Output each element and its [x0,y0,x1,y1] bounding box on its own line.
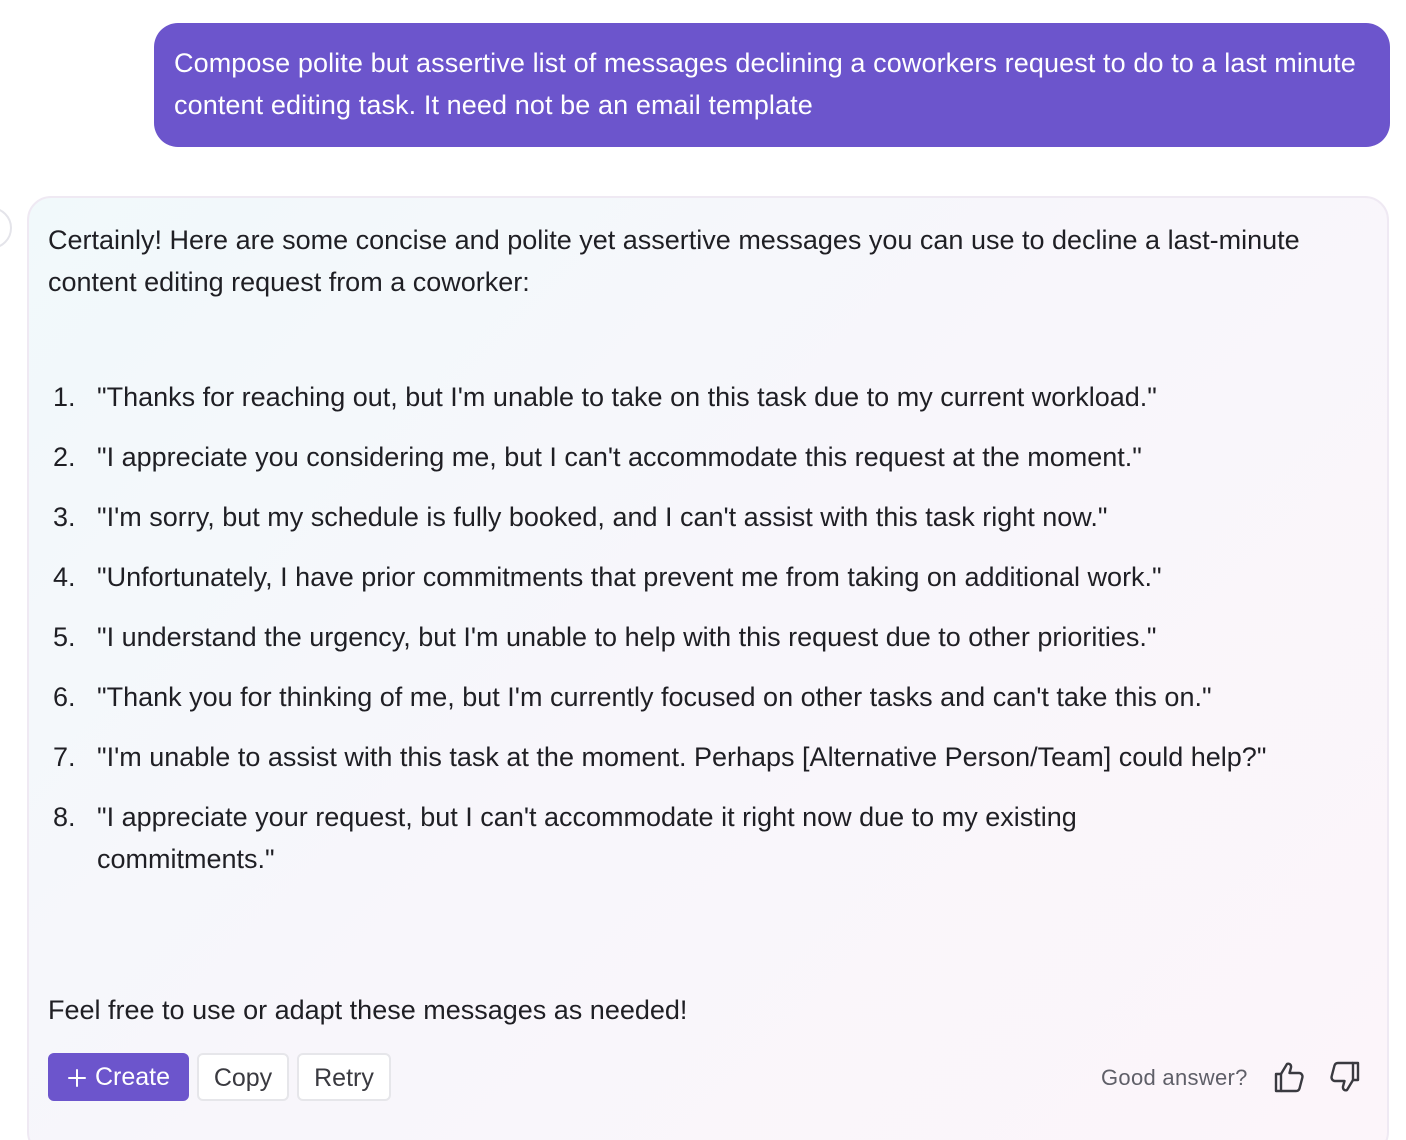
list-item-number: 7. [53,742,76,772]
user-message-text: Compose polite but assertive list of messages declining a coworkers request to do to a last minute content editing task. It need not be an email template [174,48,1356,120]
list-item-number: 1. [53,382,76,412]
list-item-text: "Unfortunately, I have prior commitments that prevent me from taking on additional work." [97,562,1162,592]
list-item [48,616,1348,658]
plus-icon [67,1054,87,1100]
answer-intro: Certainly! Here are some concise and polite yet assertive messages you can use to decline a last-minute content editing request from a coworker: [48,225,1300,297]
list-item-number: 6. [53,682,76,712]
user-message-bubble [154,23,1390,147]
create-button-label: Create [94,1063,171,1091]
retry-button[interactable]: Retry [297,1053,391,1101]
list-item [48,676,1348,718]
thumbs-down-icon[interactable] [1328,1059,1362,1095]
list-item-text: "I'm unable to assist with this task at the moment. Perhaps [Alternative Person/Team] could help?" [97,742,1267,772]
list-item [48,796,1348,880]
list-item-number: 8. [53,802,76,832]
list-item-number: 3. [53,502,76,532]
list-item-number: 2. [53,442,76,472]
feedback-label: Good answer? [1101,1065,1248,1090]
list-item [48,556,1348,598]
decline-message-list [48,376,1348,898]
create-button[interactable] [48,1053,189,1101]
list-item [48,736,1348,778]
list-item-text: "Thank you for thinking of me, but I'm currently focused on other tasks and can't take this on." [97,682,1212,712]
list-item-number: 5. [53,622,76,652]
list-item-text: "I appreciate your request, but I can't accommodate it right now due to my existing commitments." [97,802,1077,874]
list-item-number: 4. [53,562,76,592]
copy-button[interactable]: Copy [197,1053,289,1101]
list-item [48,436,1348,478]
thumbs-up-icon[interactable] [1272,1059,1306,1095]
list-item [48,376,1348,418]
list-item-text: "Thanks for reaching out, but I'm unable to take on this task due to my current workload." [97,382,1157,412]
list-item [48,496,1348,538]
answer-outro: Feel free to use or adapt these messages as needed! [48,995,688,1025]
assistant-avatar [0,207,12,249]
list-item-text: "I understand the urgency, but I'm unable to help with this request due to other priorities." [97,622,1157,652]
list-item-text: "I appreciate you considering me, but I can't accommodate this request at the moment." [97,442,1142,472]
list-item-text: "I'm sorry, but my schedule is fully booked, and I can't assist with this task right now." [97,502,1108,532]
